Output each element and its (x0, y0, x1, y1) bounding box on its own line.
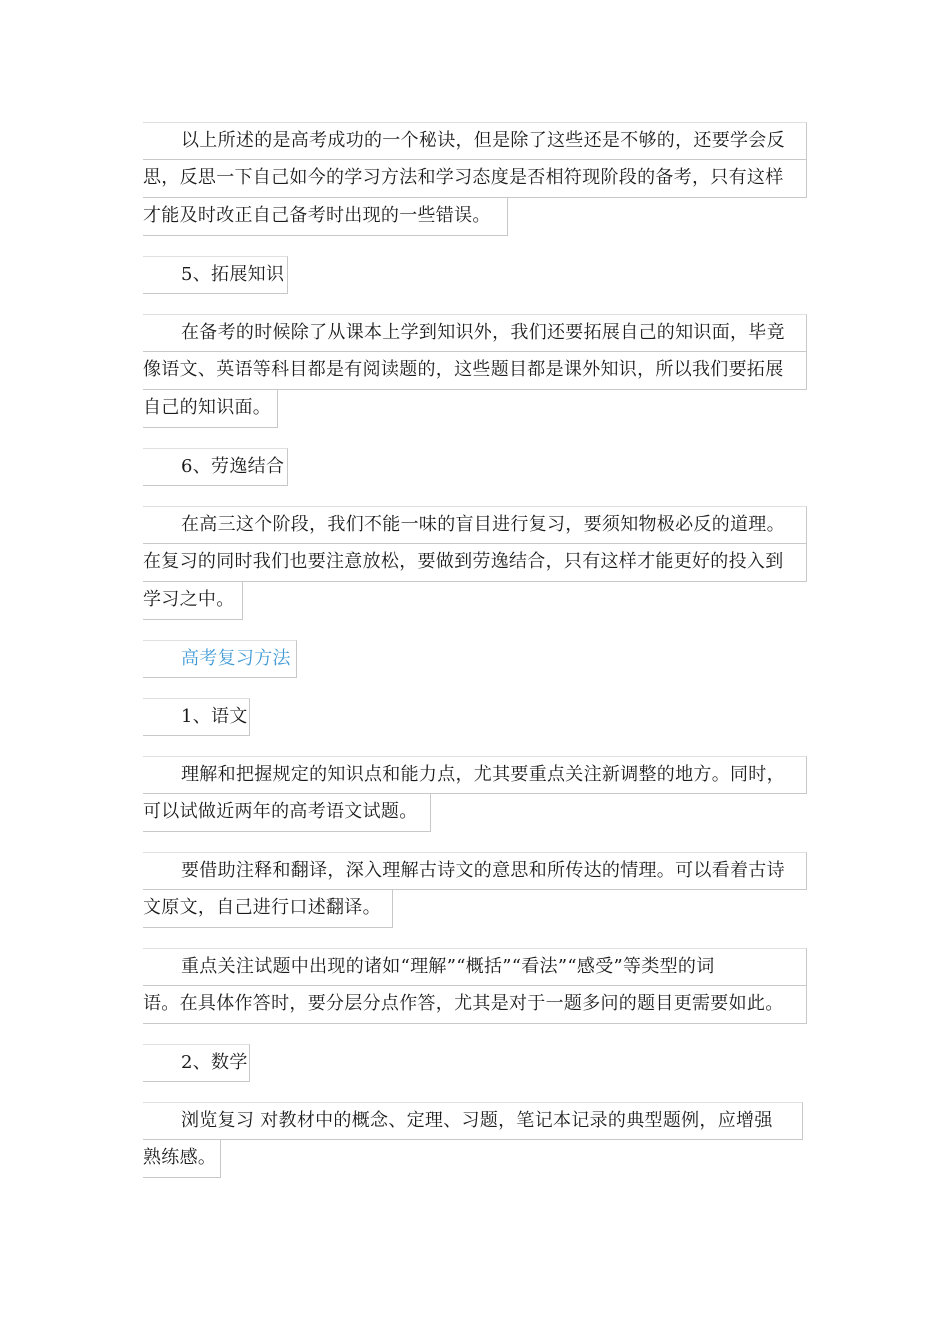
section-heading: 6、劳逸结合 (143, 448, 288, 486)
section-heading: 5、拓展知识 (143, 256, 288, 294)
paragraph-line: 浏览复习 对教材中的概念、定理、习题，笔记本记录的典型题例，应增强 (143, 1102, 803, 1140)
paragraph-math-review (143, 1102, 807, 1178)
paragraph-line: 自己的知识面。 (143, 390, 278, 428)
paragraph-keywords (143, 948, 807, 1024)
paragraph-chinese-points (143, 756, 807, 832)
paragraph-line: 像语文、英语等科目都是有阅读题的，这些题目都是课外知识，所以我们要拓展 (143, 352, 807, 390)
heading-chinese (143, 698, 807, 736)
paragraph-line: 语。在具体作答时，要分层分点作答，尤其是对于一题多问的题目更需要如此。 (143, 986, 807, 1024)
paragraph-expand-knowledge (143, 314, 807, 428)
paragraph-reflection (143, 122, 807, 236)
heading-review-methods (143, 640, 807, 678)
paragraph-line: 才能及时改正自己备考时出现的一些错误。 (143, 198, 508, 236)
paragraph-line: 理解和把握规定的知识点和能力点，尤其要重点关注新调整的地方。同时， (143, 756, 807, 794)
paragraph-line: 熟练感。 (143, 1140, 221, 1178)
paragraph-line: 重点关注试题中出现的诸如“理解”“概括”“看法”“感受”等类型的词 (143, 948, 807, 986)
paragraph-line: 以上所述的是高考成功的一个秘诀，但是除了这些还是不够的，还要学会反 (143, 122, 807, 160)
document-body (143, 122, 807, 1178)
paragraph-line: 思，反思一下自己如今的学习方法和学习态度是否相符现阶段的备考，只有这样 (143, 160, 807, 198)
heading-work-rest-balance (143, 448, 807, 486)
paragraph-line: 学习之中。 (143, 582, 243, 620)
paragraph-classical-poetry (143, 852, 807, 928)
paragraph-work-rest-balance (143, 506, 807, 620)
paragraph-line: 在高三这个阶段，我们不能一味的盲目进行复习，要须知物极必反的道理。 (143, 506, 807, 544)
heading-expand-knowledge (143, 256, 807, 294)
paragraph-line: 文原文，自己进行口述翻译。 (143, 890, 393, 928)
review-methods-link[interactable]: 高考复习方法 (143, 640, 297, 678)
section-heading: 1、语文 (143, 698, 250, 736)
paragraph-line: 在复习的同时我们也要注意放松，要做到劳逸结合，只有这样才能更好的投入到 (143, 544, 807, 582)
paragraph-line: 在备考的时候除了从课本上学到知识外，我们还要拓展自己的知识面，毕竟 (143, 314, 807, 352)
heading-math (143, 1044, 807, 1082)
paragraph-line: 要借助注释和翻译，深入理解古诗文的意思和所传达的情理。可以看着古诗 (143, 852, 807, 890)
section-heading: 2、数学 (143, 1044, 250, 1082)
paragraph-line: 可以试做近两年的高考语文试题。 (143, 794, 431, 832)
